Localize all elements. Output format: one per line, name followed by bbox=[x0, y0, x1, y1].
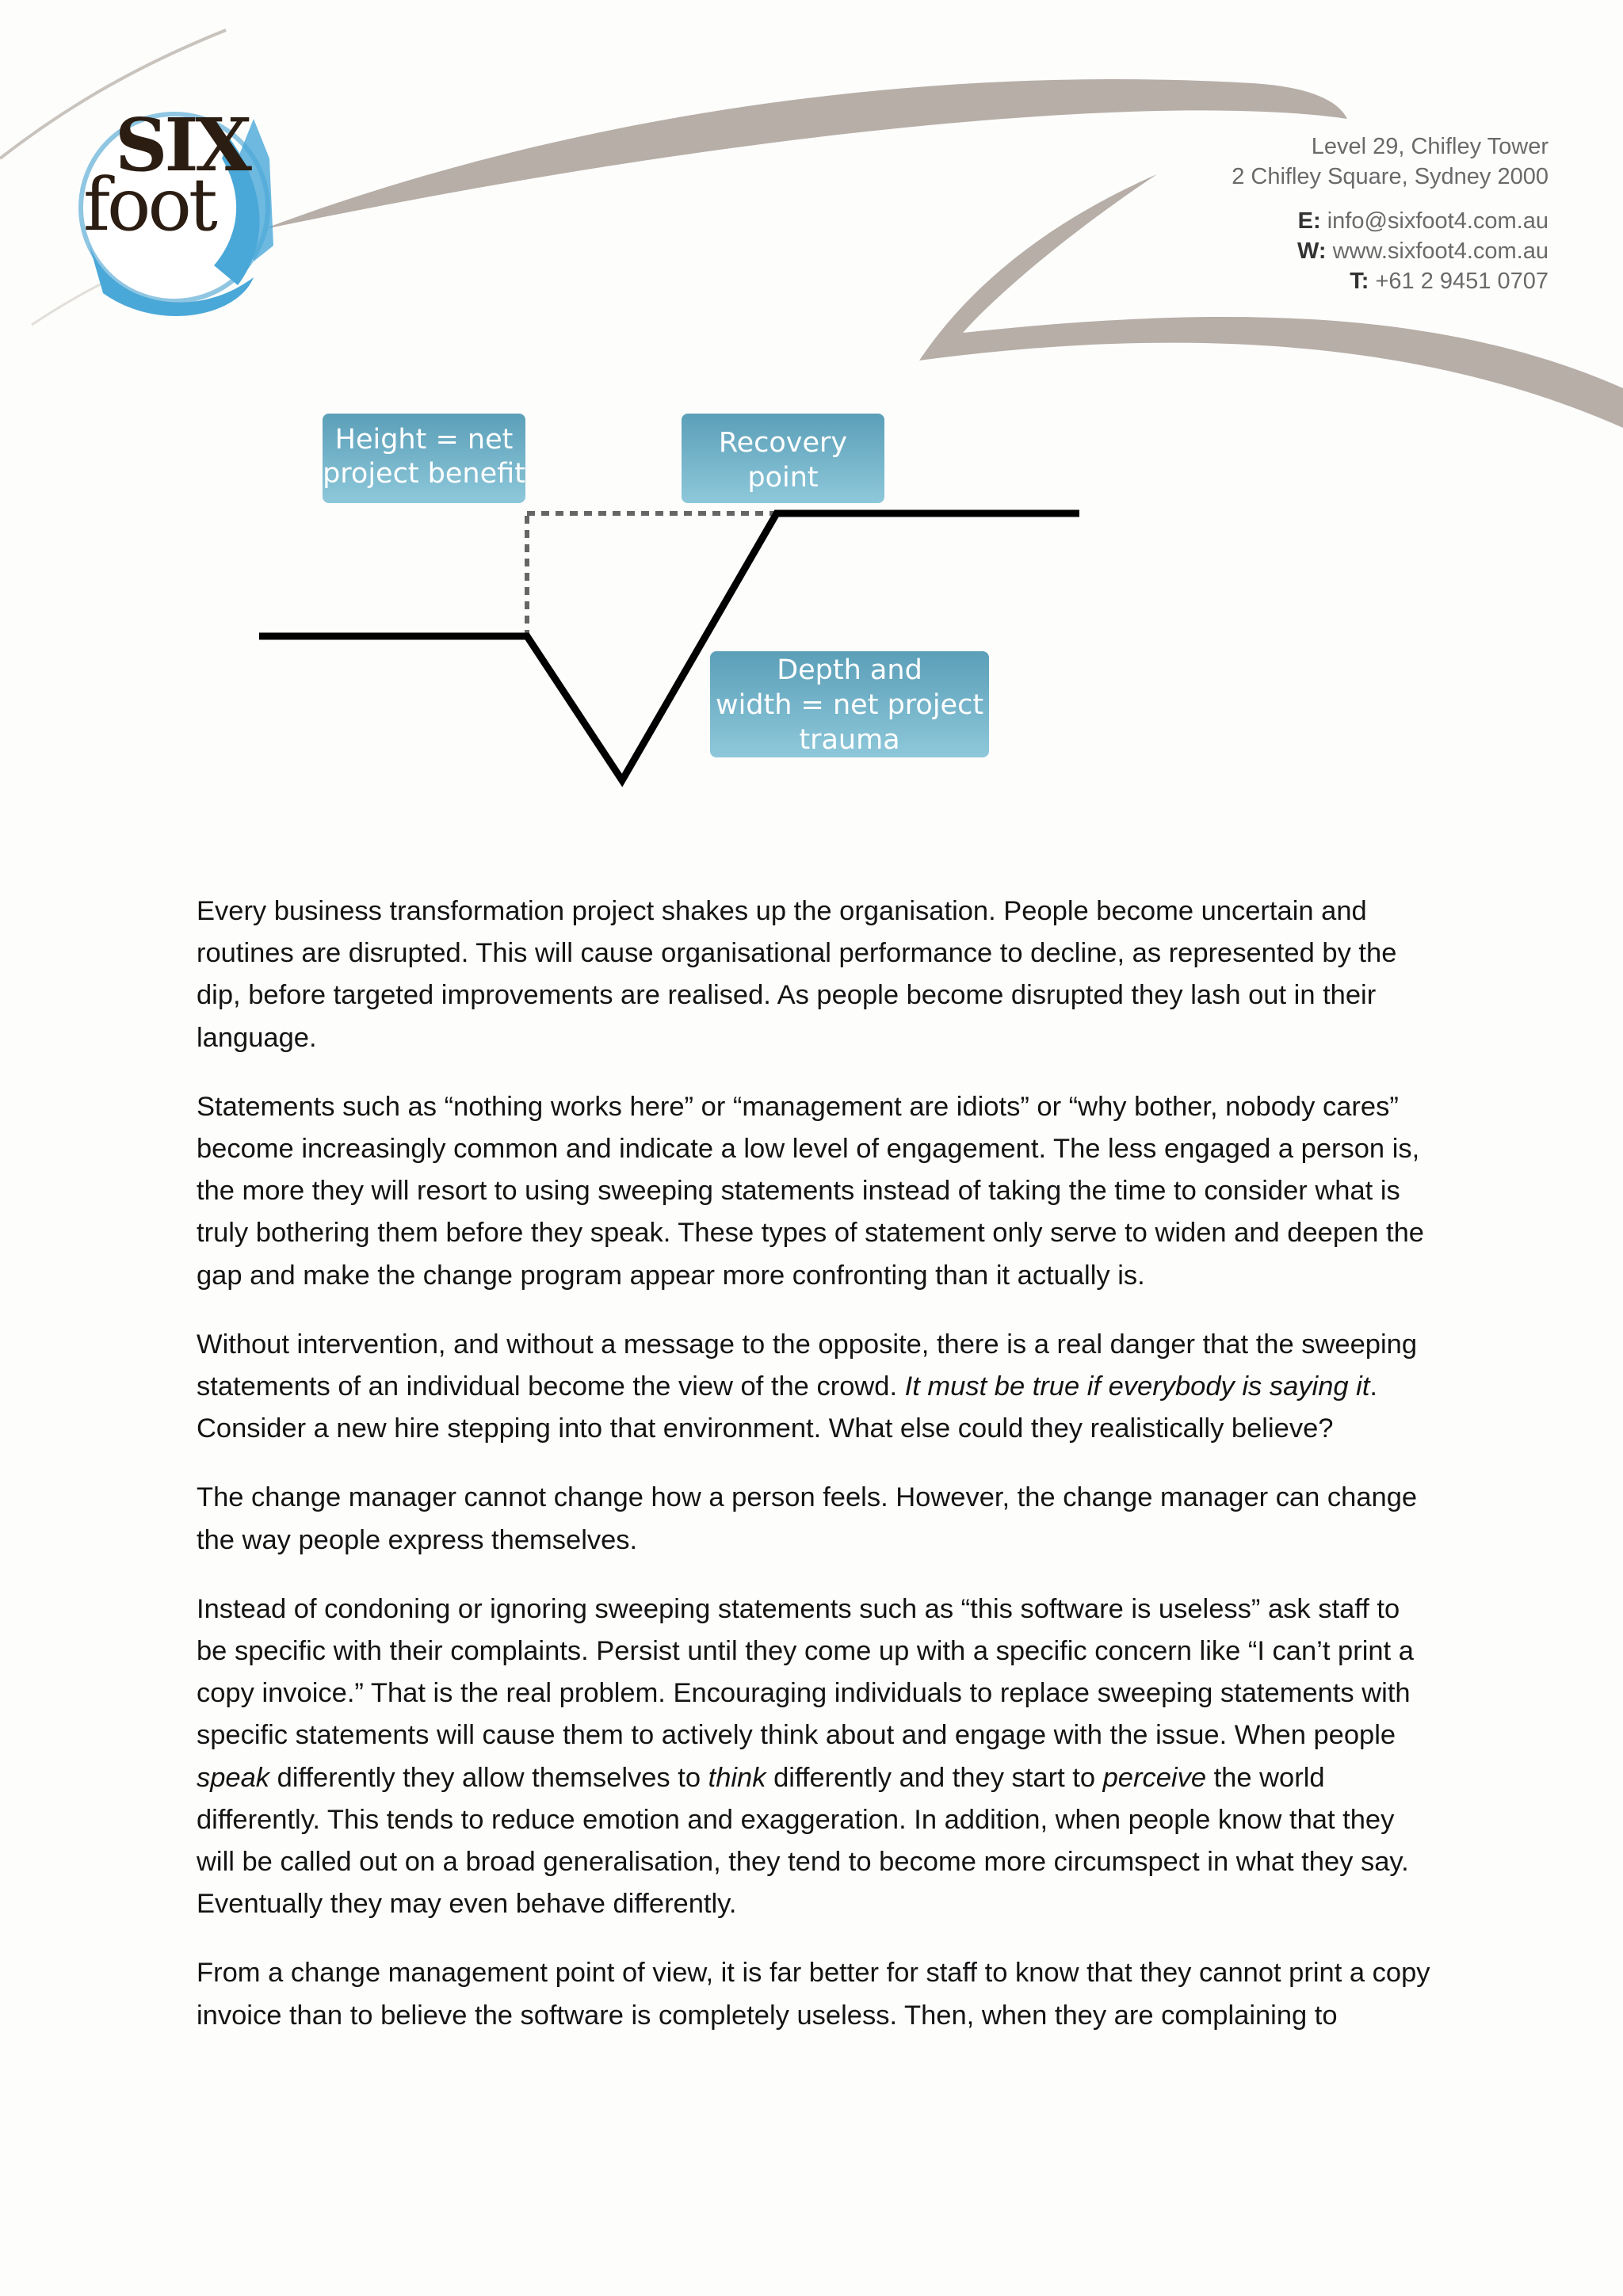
height-label-box bbox=[323, 414, 525, 503]
paragraph-3-italic: It must be true if everybody is saying it bbox=[904, 1371, 1370, 1402]
contact-block bbox=[994, 132, 1549, 296]
paragraph-3-text-b: . Consider a new hire stepping into that environment. What else could they realistically believe? bbox=[197, 1371, 1378, 1444]
recovery-label-line-2: point bbox=[747, 462, 819, 494]
paragraph-4: The change manager cannot change how a person feels. However, the change manager can change the way people express themselves. bbox=[197, 1482, 1418, 1555]
recovery-label-line-1: Recovery bbox=[718, 427, 848, 459]
height-label-line-2: project benefit bbox=[323, 458, 525, 490]
paragraph-5-think: think bbox=[708, 1762, 766, 1793]
change-curve-diagram bbox=[238, 396, 1109, 808]
web-line bbox=[994, 236, 1549, 266]
recovery-label-box bbox=[682, 414, 884, 503]
logo-six: SIX bbox=[115, 102, 249, 188]
email-label: E: bbox=[1297, 208, 1321, 234]
paragraph-3 bbox=[197, 1324, 1433, 1451]
sixfoot4-logo bbox=[81, 102, 273, 316]
phone-number: +61 2 9451 0707 bbox=[1375, 269, 1549, 294]
web-address: www.sixfoot4.com.au bbox=[1332, 238, 1549, 264]
address-line-2: 2 Chifley Square, Sydney 2000 bbox=[1232, 164, 1549, 189]
paragraph-5-text-b: differently they allow themselves to bbox=[269, 1762, 708, 1793]
paragraph-5-speak: speak bbox=[197, 1762, 270, 1793]
depth-label-line-1: Depth and bbox=[777, 654, 922, 686]
address-line-1: Level 29, Chifley Tower bbox=[1311, 134, 1549, 159]
email-address: info@sixfoot4.com.au bbox=[1327, 208, 1549, 234]
paragraph-3-text-a: Without intervention, and without a message to the opposite, there is a real danger that the sweeping statements of an individual become the view of the crowd. bbox=[197, 1329, 1418, 1402]
web-label: W: bbox=[1297, 238, 1327, 264]
depth-label-line-2: width = net project bbox=[715, 689, 984, 721]
paragraph-6: From a change management point of view, it is far better for staff to know that they cannot print a copy invoice than to believe the software is completely useless. Then, when they are complaining to bbox=[197, 1958, 1430, 2031]
paragraph-5-text-a: Instead of condoning or ignoring sweeping statements such as “this software is useless” ask staff to be specific with their complaints. Persist until they come up with a specific concern like “I can’t print a copy invoice.” That is the real problem. Encouraging individuals to replace sweeping statements with specific statements will cause them to actively think about and engage with the issue. When people bbox=[197, 1593, 1414, 1751]
article-body bbox=[197, 891, 1433, 2064]
paragraph-2: Statements such as “nothing works here” or “management are idiots” or “why bother, nobody cares” become increasingly common and indicate a low level of engagement. The less engaged a person is, the more they will resort to using sweeping statements instead of taking the time to consider what is truly bothering them before they speak. These types of statement only serve to widen and deepen the gap and make the change program appear more confronting than it actually is. bbox=[197, 1091, 1424, 1291]
paragraph-5-text-c: differently and they start to bbox=[766, 1762, 1103, 1793]
depth-label-box bbox=[710, 651, 989, 757]
paragraph-1: Every business transformation project shakes up the organisation. People become uncertain and routines are disrupted. This will cause organisational performance to decline, as represented by the dip, before targeted improvements are realised. As people become disrupted they lash out in their language. bbox=[197, 896, 1397, 1053]
phone-line bbox=[994, 266, 1549, 296]
paragraph-5-text-d: the world differently. This tends to reduce emotion and exaggeration. In addition, when people know that they will be called out on a broad generalisation, they tend to become more circumspect in what they say. Eventually they may even behave differently. bbox=[197, 1762, 1409, 1920]
address bbox=[994, 132, 1549, 192]
paragraph-5-perceive: perceive bbox=[1102, 1762, 1207, 1793]
email-line bbox=[994, 206, 1549, 236]
height-label-line-1: Height = net bbox=[334, 424, 514, 456]
depth-label-line-3: trauma bbox=[799, 724, 900, 756]
phone-label: T: bbox=[1350, 269, 1369, 294]
paragraph-5 bbox=[197, 1589, 1433, 1926]
logo-foot: foot bbox=[83, 162, 215, 247]
